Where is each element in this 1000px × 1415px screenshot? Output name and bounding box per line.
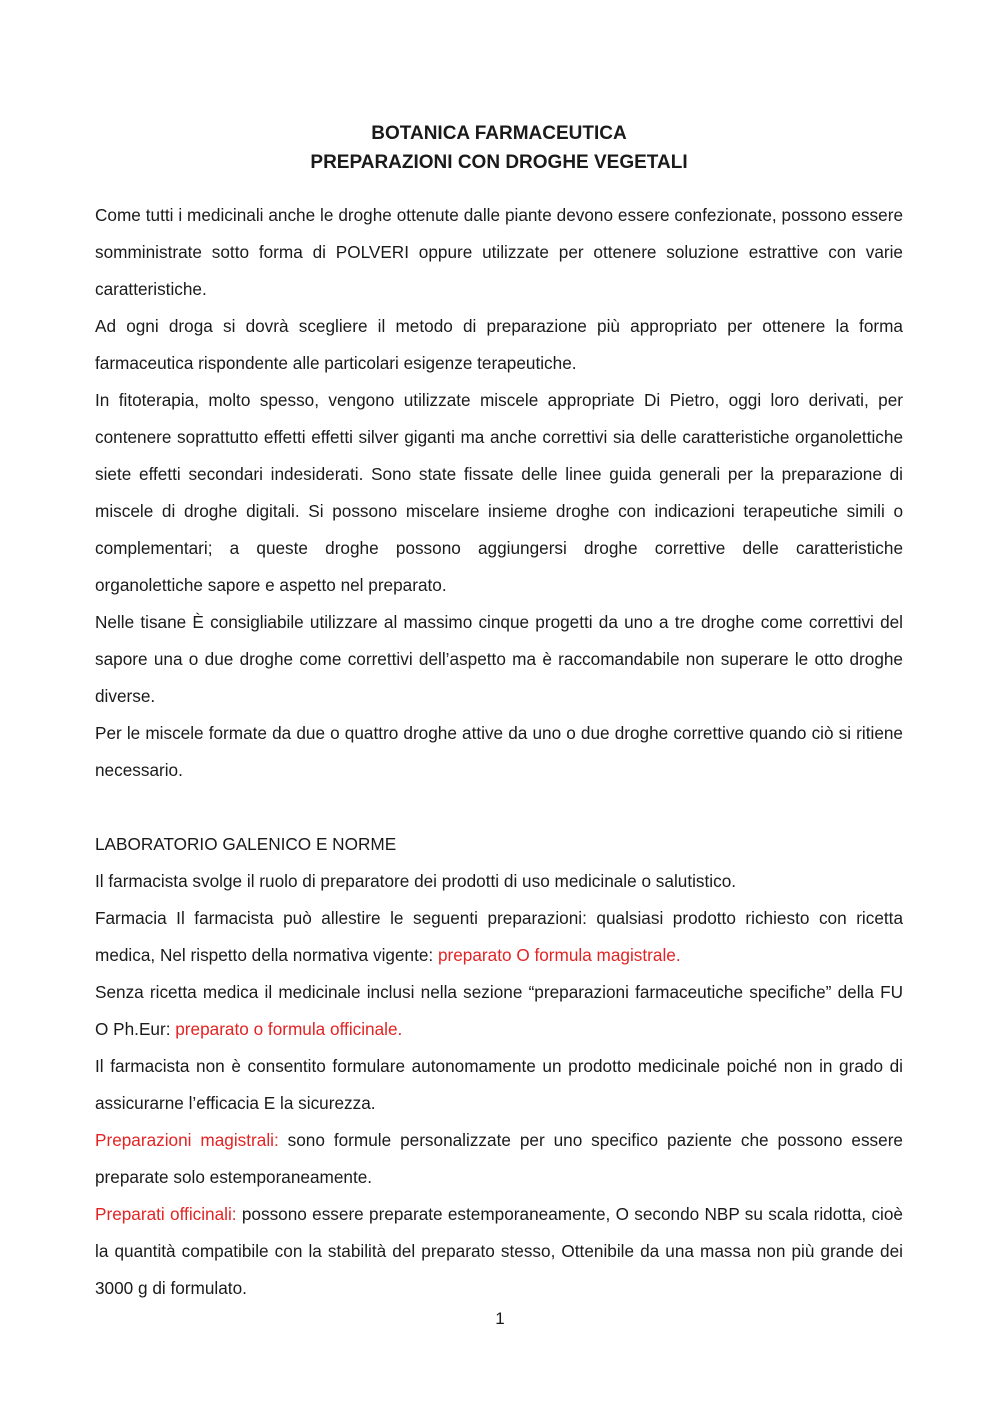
- highlight-text: Preparazioni magistrali:: [95, 1130, 279, 1150]
- paragraph: [95, 900, 903, 974]
- paragraph: Per le miscele formate da due o quattro droghe attive da uno o due droghe correttive quando ciò si ritiene necessario.: [95, 723, 903, 780]
- highlight-text: preparato o formula officinale.: [175, 1019, 403, 1039]
- section-heading: LABORATORIO GALENICO E NORME: [95, 834, 397, 854]
- document-body: [95, 197, 903, 1307]
- page-number: 1: [495, 1309, 505, 1328]
- paragraph-text: possono essere preparate estemporaneamente, O secondo NBP su scala ridotta, cioè la quantità compatibile con la stabilità del preparato stesso, Ottenibile da una massa non più grande dei 3000 g di formulato.: [95, 1204, 903, 1298]
- paragraph: Ad ogni droga si dovrà scegliere il metodo di preparazione più appropriato per ottenere la forma farmaceutica rispondente alle particolari esigenze terapeutiche.: [95, 316, 903, 373]
- paragraph-text: Senza ricetta medica il medicinale inclusi nella sezione “preparazioni farmaceutiche specifiche” della FU O Ph.Eur:: [95, 982, 903, 1039]
- paragraph: Come tutti i medicinali anche le droghe ottenute dalle piante devono essere confezionate, possono essere somministrate sotto forma di POLVERI oppure utilizzate per ottenere soluzione estrattive con varie caratteristiche.: [95, 205, 903, 299]
- document-title: BOTANICA FARMACEUTICA: [371, 123, 627, 144]
- paragraph: [95, 1196, 903, 1307]
- paragraph: Il farmacista svolge il ruolo di preparatore dei prodotti di uso medicinale o salutistico.: [95, 871, 737, 891]
- paragraph-text: Farmacia Il farmacista può allestire le seguenti preparazioni: qualsiasi prodotto richiesto con ricetta medica, Nel rispetto della normativa vigente:: [95, 908, 903, 965]
- paragraph: [95, 974, 903, 1048]
- paragraph: [95, 1122, 903, 1196]
- paragraph: Il farmacista non è consentito formulare autonomamente un prodotto medicinale poiché non in grado di assicurarne l’efficacia E la sicurezza.: [95, 1056, 903, 1113]
- document-subtitle: PREPARAZIONI CON DROGHE VEGETALI: [310, 152, 688, 173]
- highlight-text: Preparati officinali:: [95, 1204, 237, 1224]
- paragraph-text: sono formule personalizzate per uno specifico paziente che possono essere preparate solo estemporaneamente.: [95, 1130, 903, 1187]
- highlight-text: preparato O formula magistrale.: [437, 945, 681, 965]
- paragraph: In fitoterapia, molto spesso, vengono utilizzate miscele appropriate Di Pietro, oggi loro derivati, per contenere soprattutto effetti effetti silver giganti ma anche correttivi sia delle caratteristiche organolettiche siete effetti secondari indesiderati. Sono state fissate delle linee guida generali per la preparazione di miscele di droghe digitali. Si possono miscelare insieme droghe con indicazioni terapeutiche simili o complementari; a queste droghe possono aggiungersi droghe correttive delle caratteristiche organolettiche sapore e aspetto nel preparato.: [95, 390, 903, 595]
- spacer: [95, 789, 903, 826]
- paragraph: Nelle tisane È consigliabile utilizzare al massimo cinque progetti da uno a tre droghe come correttivi del sapore una o due droghe come correttivi dell’aspetto ma è raccomandabile non superare le otto droghe diverse.: [95, 612, 903, 706]
